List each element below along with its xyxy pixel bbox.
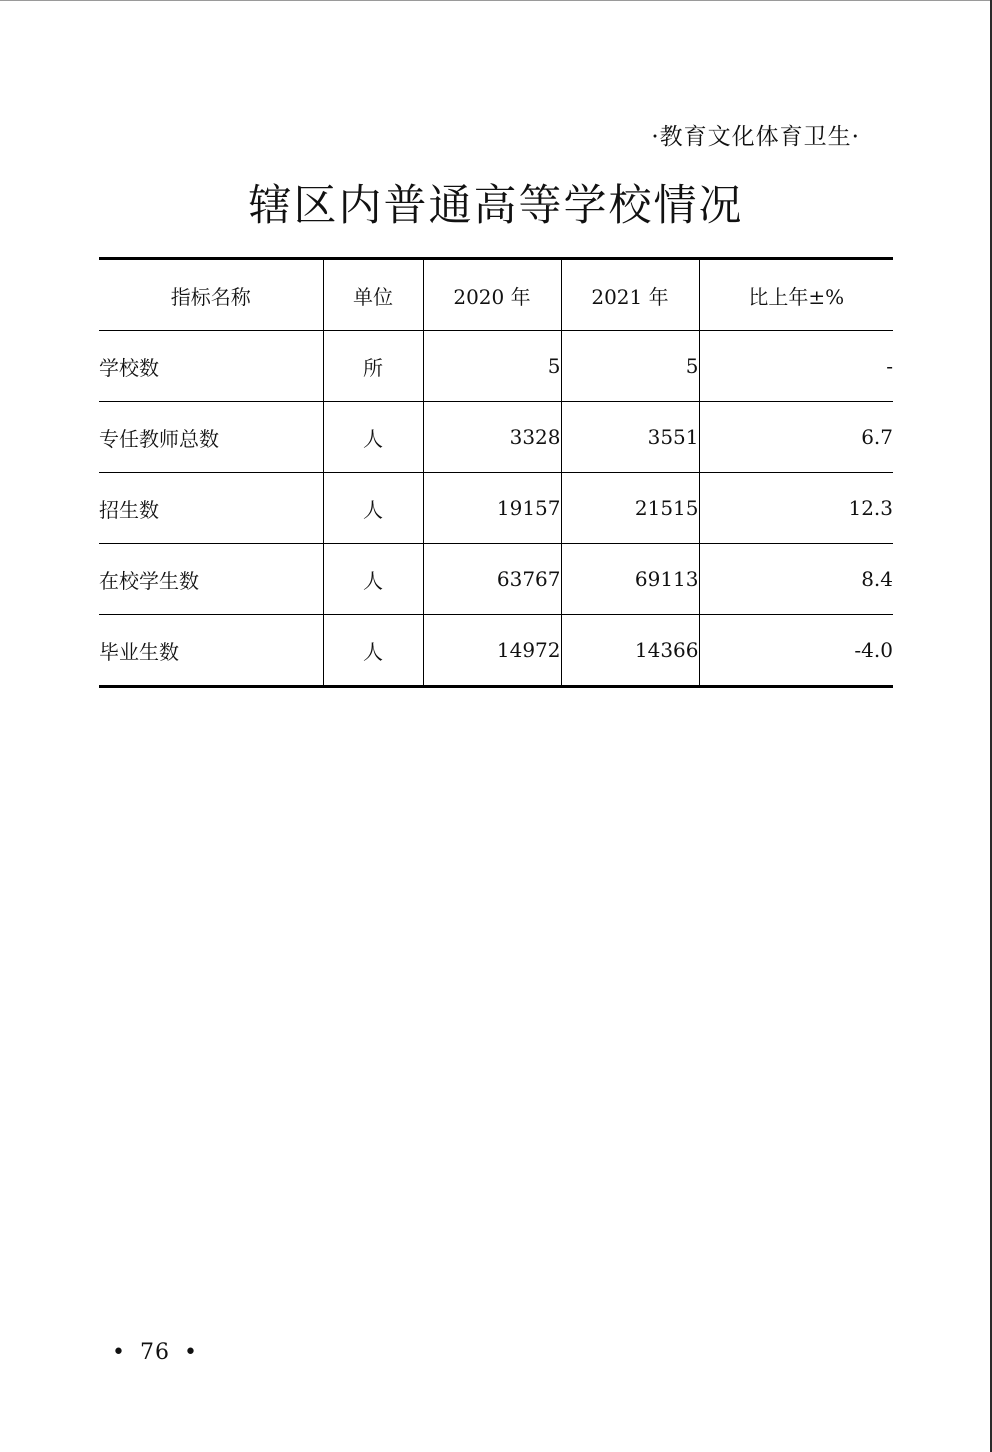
- row-value-2020: 3328: [423, 402, 561, 473]
- row-indicator-name: 在校学生数: [99, 544, 323, 615]
- row-unit: 所: [323, 331, 423, 402]
- bullet-right: •: [183, 1340, 198, 1365]
- column-header-indicator: 指标名称: [99, 259, 323, 331]
- column-header-unit: 单位: [323, 259, 423, 331]
- statistics-table: [99, 257, 893, 688]
- row-value-2021: 21515: [561, 473, 699, 544]
- row-change-percent: 6.7: [699, 402, 893, 473]
- table-row: [99, 402, 893, 473]
- row-indicator-name: 学校数: [99, 331, 323, 402]
- row-value-2021: 5: [561, 331, 699, 402]
- page-title: 辖区内普通高等学校情况: [248, 181, 744, 231]
- table-header-row: [99, 259, 893, 331]
- section-header: ·教育文化体育卫生·: [651, 124, 860, 150]
- bullet-left: •: [112, 1340, 126, 1365]
- row-value-2021: 69113: [561, 544, 699, 615]
- table-row: [99, 473, 893, 544]
- table-row: [99, 544, 893, 615]
- row-value-2021: 3551: [561, 402, 699, 473]
- row-indicator-name: 专任教师总数: [99, 402, 323, 473]
- row-change-percent: 12.3: [699, 473, 893, 544]
- row-value-2020: 19157: [423, 473, 561, 544]
- row-change-percent: 8.4: [699, 544, 893, 615]
- row-change-percent: -4.0: [699, 615, 893, 687]
- page-number: 76: [139, 1340, 170, 1365]
- row-value-2020: 5: [423, 331, 561, 402]
- column-header-2021: 2021 年: [561, 259, 699, 331]
- page-top-border: [0, 0, 992, 1]
- column-header-2020: 2020 年: [423, 259, 561, 331]
- row-value-2021: 14366: [561, 615, 699, 687]
- row-unit: 人: [323, 544, 423, 615]
- row-change-percent: -: [699, 331, 893, 402]
- table-row: [99, 331, 893, 402]
- row-indicator-name: 毕业生数: [99, 615, 323, 687]
- table-row: [99, 615, 893, 687]
- row-unit: 人: [323, 473, 423, 544]
- row-unit: 人: [323, 402, 423, 473]
- column-header-change: 比上年±%: [699, 259, 893, 331]
- row-value-2020: 14972: [423, 615, 561, 687]
- row-unit: 人: [323, 615, 423, 687]
- row-indicator-name: 招生数: [99, 473, 323, 544]
- page-number-footer: [112, 1340, 198, 1365]
- row-value-2020: 63767: [423, 544, 561, 615]
